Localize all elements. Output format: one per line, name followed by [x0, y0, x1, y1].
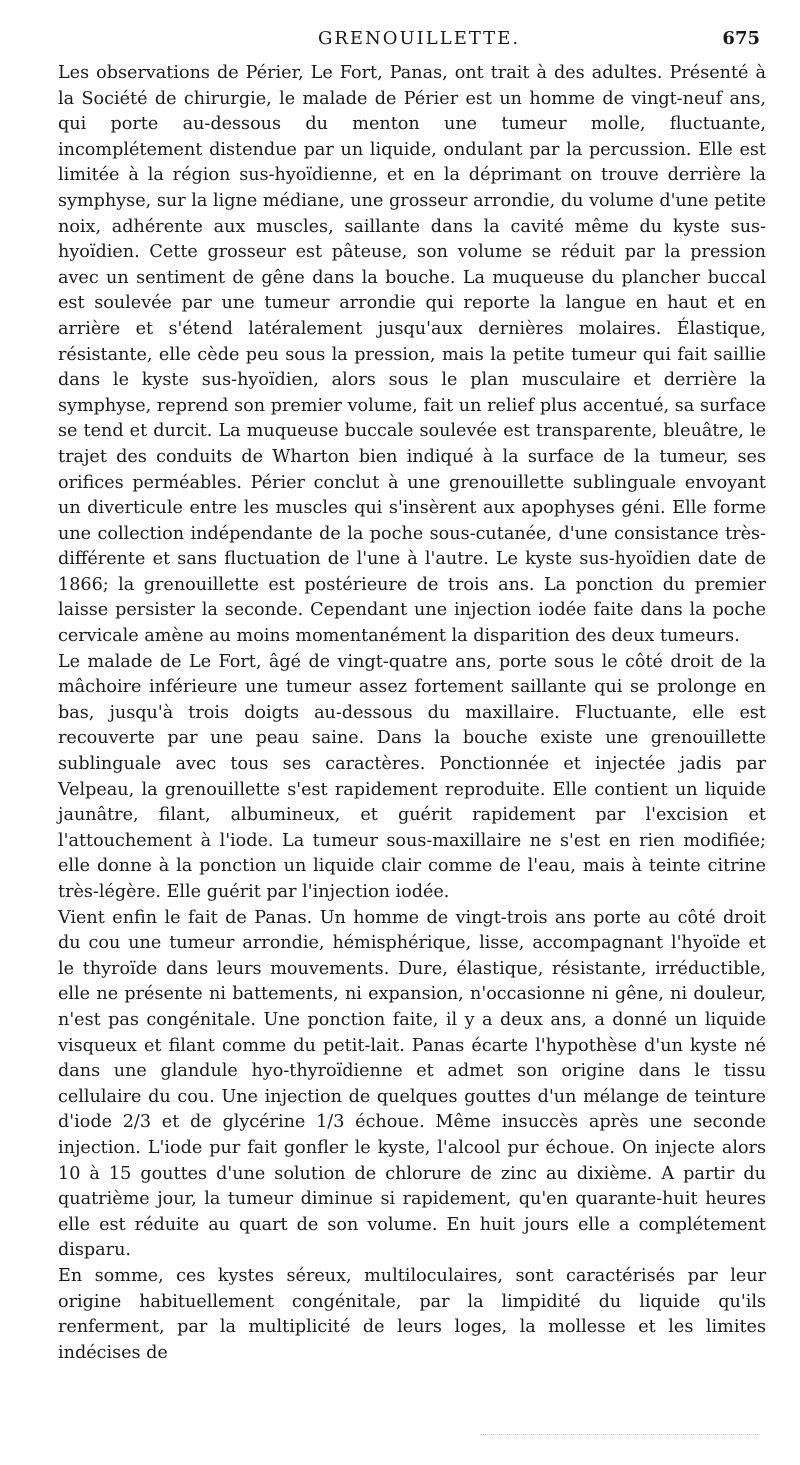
paragraph-panas: Vient enfin le fait de Panas. Un homme de vingt-trois ans porte au côté droit du cou une tumeur arrondie, hémisphérique, lisse, accompagnant l'hyoïde et le thyroïde dans leurs mouvements. Dure, élastique, résistante, irréductible, elle ne présente ni battements, ni expansion, n'occasionne ni gêne, ni douleur, n'est pas congénitale. Une ponction faite, il y a deux ans, a donné un liquide visqueux et filant comme du petit-lait. Panas écarte l'hypothèse d'un kyste né dans une glandule hyo-thyroïdienne et admet son origine dans le tissu cellulaire du cou. Une injection de quelques gouttes d'un mélange de teinture d'iode 2/3 et de glycérine 1/3 échoue. Même insuccès après une seconde injection. L'iode pur fait gonfler le kyste, l'alcool pur échoue. On injecte alors 10 à 15 gouttes d'une solution de chlorure de zinc au dixième. A partir du quatrième jour, la tumeur diminue si rapidement, qu'en quarante-huit heures elle est réduite au quart de son volume. En huit jours elle a complétement disparu. — [58, 907, 766, 1261]
body-text — [58, 61, 766, 1366]
page-number: 675 — [722, 28, 760, 49]
running-title: GRENOUILLETTE. — [317, 28, 521, 49]
paragraph-summary: En somme, ces kystes séreux, multiloculaires, sont caractérisés par leur origine habituellement congénitale, par la limpidité du liquide qu'ils renferment, par la multiplicité de leurs loges, la mollesse et les limites indécises de — [58, 1265, 766, 1363]
paragraph-le-fort: Le malade de Le Fort, âgé de vingt-quatre ans, porte sous le côté droit de la mâchoire inférieure une tumeur assez fortement saillante qui se prolonge en bas, jusqu'à trois doigts au-dessous du maxillaire. Fluctuante, elle est recouverte par une peau saine. Dans la bouche existe une grenouillette sublinguale avec tous ses caractères. Ponctionnée et injectée jadis par Velpeau, la grenouillette s'est rapidement reproduite. Elle contient un liquide jaunâtre, filant, albumineux, et guérit rapidement par l'excision et l'attouchement à l'iode. La tumeur sous-maxillaire ne s'est en rien modifiée; elle donne à la ponction un liquide clair comme de l'eau, mais à teinte citrine très-légère. Elle guérit par l'injection iodée. — [58, 651, 766, 902]
paragraph-perier: Les observations de Périer, Le Fort, Panas, ont trait à des adultes. Présenté à la Société de chirurgie, le malade de Périer est un homme de vingt-neuf ans, qui porte au-dessous du menton une tumeur molle, fluctuante, incomplétement distendue par un liquide, ondulant par la percussion. Elle est limitée à la région sus-hyoïdienne, et en la déprimant on trouve derrière la symphyse, sur la ligne médiane, une grosseur arrondie, du volume d'une petite noix, adhérente aux muscles, saillante dans la cavité même du kyste sus-hyoïdien. Cette grosseur est pâteuse, son volume se réduit par la pression avec un sentiment de gêne dans la bouche. La muqueuse du plancher buccal est soulevée par une tumeur arrondie qui reporte la langue en haut et en arrière et s'étend latéralement jusqu'aux dernières molaires. Élastique, résistante, elle cède peu sous la pression, mais la petite tumeur qui fait saillie dans le kyste sus-hyoïdien, alors sous le plan musculaire et derrière la symphyse, reprend son premier volume, fait un relief plus accentué, sa surface se tend et durcit. La muqueuse buccale soulevée est transparente, bleuâtre, le trajet des conduits de Wharton bien indiqué à la surface de la tumeur, ses orifices perméables. Périer conclut à une grenouillette sublinguale envoyant un diverticule entre les muscles qui s'insèrent aux apophyses géni. Elle forme une collection indépendante de la poche sous-cutanée, d'une consistance très-différente et sans fluctuation de l'une à l'autre. Le kyste sus-hyoïdien date de 1866; la grenouillette est postérieure de trois ans. La ponction du premier laisse persister la seconde. Cependant une injection iodée faite dans la poche cervicale amène au moins momentanément la disparition des deux tumeurs. — [58, 63, 766, 647]
running-header — [58, 28, 760, 52]
print-artifact-line — [480, 1434, 760, 1437]
